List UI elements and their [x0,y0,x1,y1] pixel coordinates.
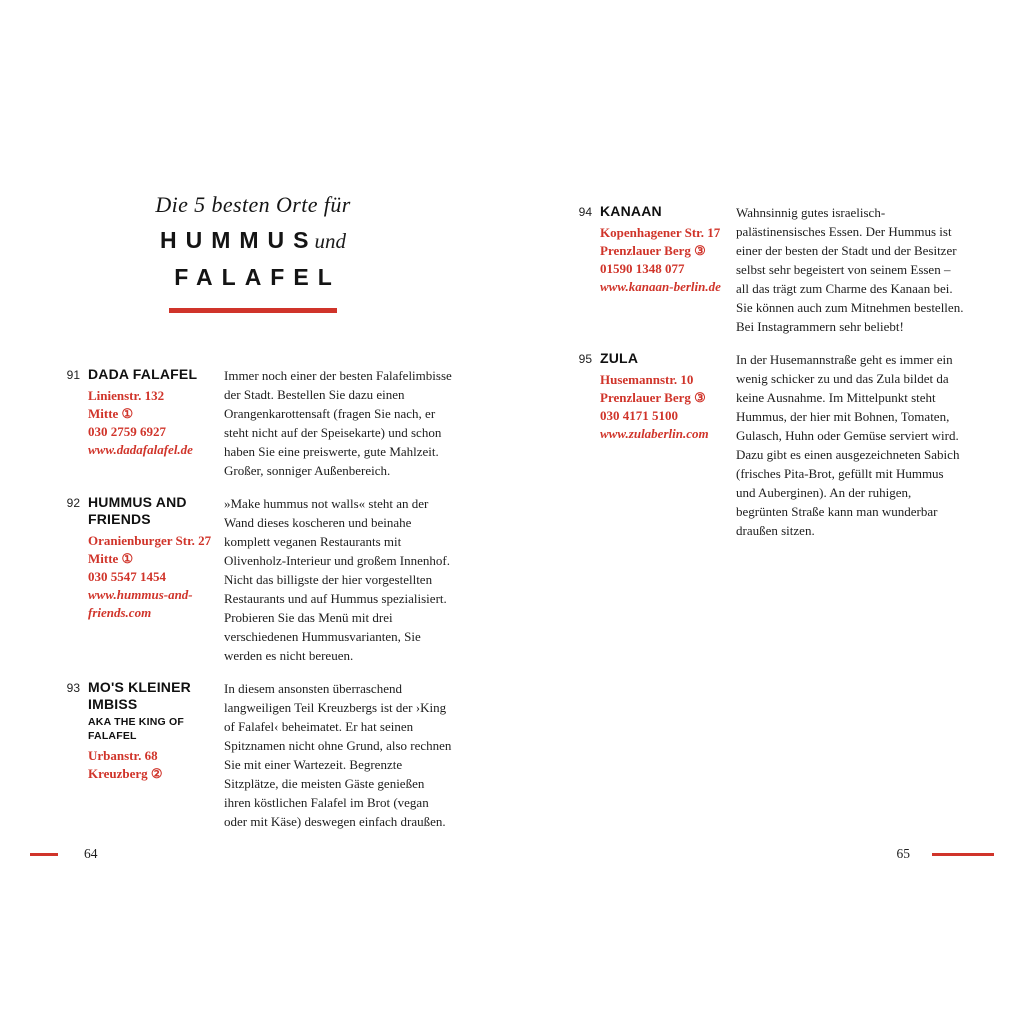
footer-rule-right [932,853,994,856]
entry-number: 92 [66,496,80,510]
venue-name: MO'S KLEINER IMBISS [88,679,191,712]
venue-description: In der Husemannstraße geht es immer ein wenig schicker zu und das Zula bildet da keine Ausnahme. Im Mittelpunkt steht Hummus, der hier mit Bohnen, Tomaten, Gulasch, Huhn oder Gemüse serviert wird. Dazu gibt es einen ausgezeichneten Sabich (frisches Pita-Brot, gefüllt mit Hummus und Auberginen). An der ruhigen, begrünten Straße kann man wunderbar draußen sitzen. [736,352,960,538]
listing-entry-95 [570,350,966,540]
entry-info [88,679,212,783]
entry-number: 93 [66,681,80,695]
entry-number: 91 [66,368,80,382]
venue-district: Mitte ① [88,406,134,421]
entry-number: 94 [578,205,592,219]
page-right [512,0,1024,1024]
venue-street: Urbanstr. 68 [88,748,158,763]
footer-right [897,846,995,862]
entries-right [570,203,966,554]
venue-description: Immer noch einer der besten Falafelimbisse der Stadt. Bestellen Sie dazu einen Orangenkarottensaft (fragen Sie nach, er steht nicht auf der Speisekarte) und schon haben Sie eine preiswerte, gute Mahlzeit. Großer, sonniger Außenbereich. [224,368,452,478]
page-number-left: 64 [84,846,98,861]
entries-left [58,366,454,845]
venue-description: Wahnsinnig gutes israelisch-palästinensisches Essen. Der Hummus ist einer der besten der Stadt und der Besitzer selbst sehr begeistert von seinem Essen – all das trägt zum Charme des Kanaan bei. Sie können auch zum Mitnehmen bestellen. Bei Instagrammern sehr beliebt! [736,205,964,334]
listing-entry-92 [58,494,454,665]
title-line-hummus [58,227,448,255]
venue-description: In diesem ansonsten überraschend langweiligen Teil Kreuzbergs ist der ›King of Falafel‹ beheimatet. Er hat seinen Spitznamen nicht ohne Grund, also rechnen Sie mit einer Wartezeit. Begrenzte Sitzplätze, die meisten Gäste genießen ihren köstlichen Falafel im Brot (vegan oder mit Käse) deswegen einfach draußen. [224,681,452,829]
venue-website: www.kanaan-berlin.de [600,279,721,294]
venue-subtitle: AKA THE KING OF FALAFEL [88,716,184,742]
title-word-falafel: FALAFEL [174,264,341,290]
venue-website: www.hummus-and-friends.com [88,587,193,620]
venue-website: www.dadafalafel.de [88,442,193,457]
title-underline-rule [169,308,337,313]
footer-left [30,846,98,862]
venue-website: www.zulaberlin.com [600,426,709,441]
venue-phone: 01590 1348 077 [600,261,685,276]
venue-phone: 030 4171 5100 [600,408,678,423]
listing-entry-93 [58,679,454,831]
venue-name: KANAAN [600,203,662,219]
entry-info [600,203,724,296]
footer-rule-left [30,853,58,856]
venue-phone: 030 2759 6927 [88,424,166,439]
venue-district: Prenzlauer Berg ③ [600,243,706,258]
venue-street: Oranienburger Str. 27 [88,533,212,548]
venue-name: DADA FALAFEL [88,366,198,382]
entry-info [88,494,212,622]
venue-street: Kopenhagener Str. 17 [600,225,721,240]
entry-info [88,366,212,459]
page-number-right: 65 [896,846,910,861]
title-line-falafel [58,264,448,291]
section-title [58,192,448,313]
venue-street: Linienstr. 132 [88,388,165,403]
venue-district: Prenzlauer Berg ③ [600,390,706,405]
venue-phone: 030 5547 1454 [88,569,166,584]
title-word-hummus: HUMMUS [160,227,318,253]
listing-entry-91 [58,366,454,480]
venue-district: Mitte ① [88,551,134,566]
venue-street: Husemannstr. 10 [600,372,694,387]
listing-entry-94 [570,203,966,336]
title-word-und: und [314,229,346,253]
title-intro: Die 5 besten Orte für [155,192,351,217]
venue-district: Kreuzberg ② [88,766,163,781]
venue-name: HUMMUS AND FRIENDS [88,494,187,527]
venue-description: »Make hummus not walls« steht an der Wand dieses koscheren und beinahe komplett veganen Restaurants mit Olivenholz-Interieur und großem Innenhof. Nicht das billigste der hier vorgestellten Restaurants und auf Hummus spezialisiert. Probieren Sie das Menü mit drei verschiedenen Hummusvarianten, Sie werden es nicht bereuen. [224,496,450,663]
entry-info [600,350,724,443]
entry-number: 95 [578,352,592,366]
venue-name: ZULA [600,350,639,366]
